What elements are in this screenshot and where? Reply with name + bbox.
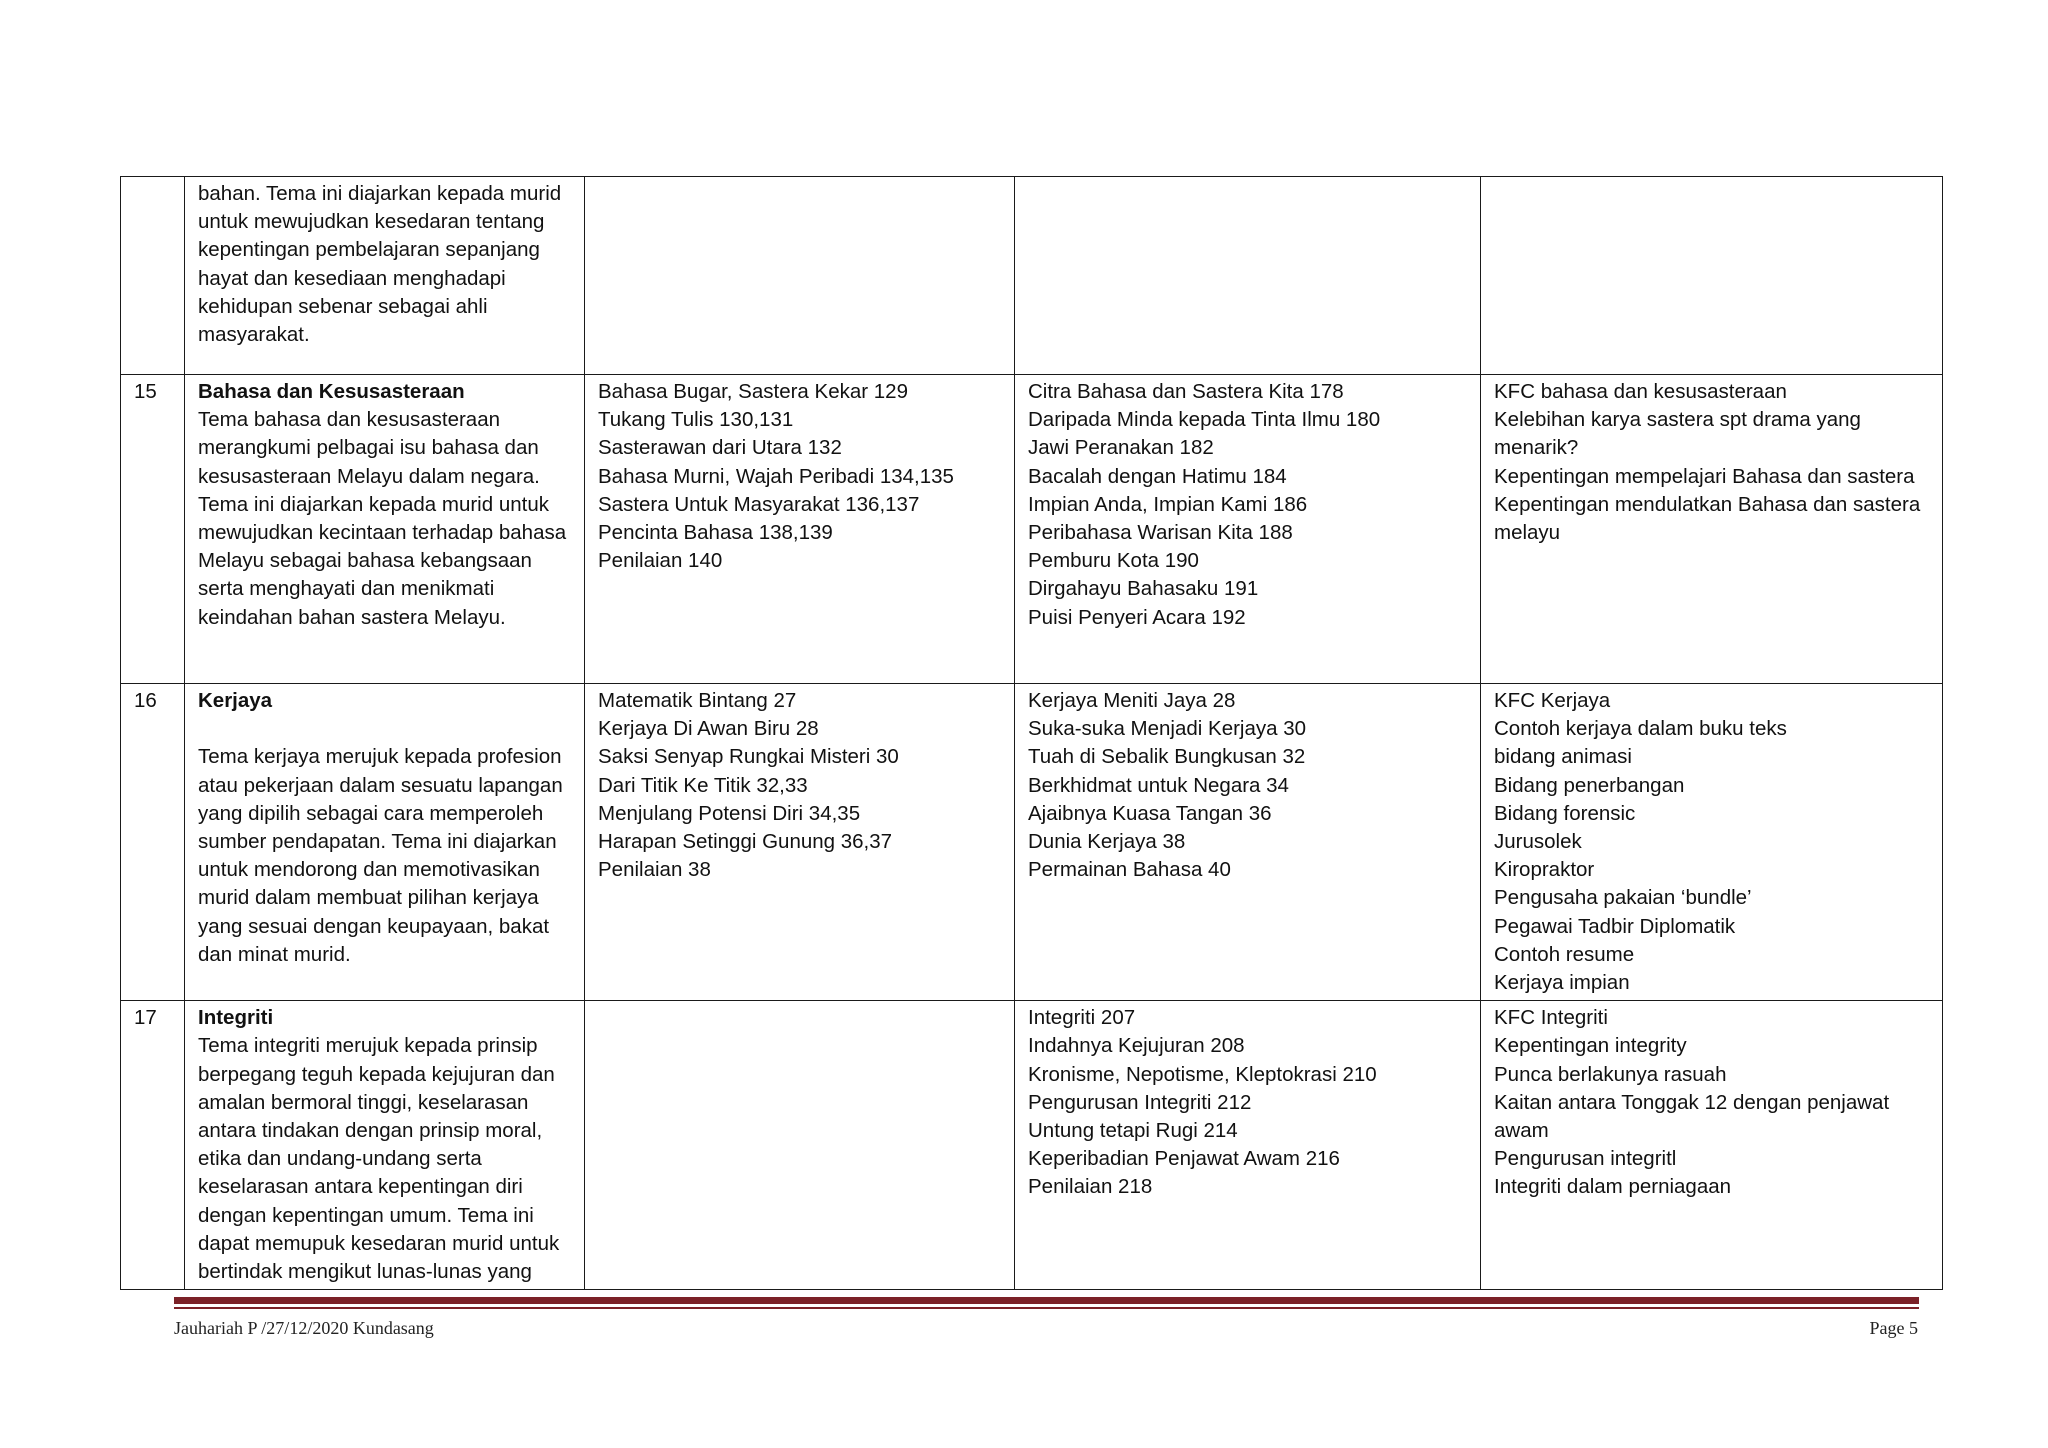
note-item: KFC Integriti <box>1494 1006 1608 1030</box>
unit-item: Penilaian 140 <box>598 549 723 573</box>
unit-item: Puisi Penyeri Acara 192 <box>1028 605 1246 629</box>
description-line: dengan kepentingan umum. Tema ini <box>198 1203 534 1227</box>
unit-item: Dari Titik Ke Titik 32,33 <box>598 773 808 797</box>
number-cell: 15 <box>121 375 185 684</box>
unit-item: Pencinta Bahasa 138,139 <box>598 521 833 545</box>
theme-title: Kerjaya <box>198 689 273 712</box>
unit-item: Jawi Peranakan 182 <box>1028 436 1214 460</box>
number-cell: 16 <box>121 684 185 1001</box>
note-item: Pegawai Tadbir Diplomatik <box>1494 914 1736 938</box>
description-line: merangkumi pelbagai isu bahasa dan <box>198 436 539 460</box>
description-line: hayat dan kesediaan menghadapi <box>198 266 506 290</box>
note-item: Punca berlakunya rasuah <box>1494 1062 1727 1086</box>
note-item: Integriti dalam perniagaan <box>1494 1175 1732 1199</box>
description-line: murid dalam membuat pilihan kerjaya <box>198 886 539 910</box>
unit-item: Daripada Minda kepada Tinta Ilmu 180 <box>1028 408 1381 432</box>
description-line: kepentingan pembelajaran sepanjang <box>198 238 540 262</box>
note-item: Kelebihan karya sastera spt drama yang <box>1494 408 1861 432</box>
description-line: antara tindakan dengan prinsip moral, <box>198 1119 543 1143</box>
unit-item: Bahasa Murni, Wajah Peribadi 134,135 <box>598 464 954 488</box>
unit-item: Saksi Senyap Rungkai Misteri 30 <box>598 745 899 769</box>
table-row-17 <box>121 1001 1943 1290</box>
description-line: Tema integriti merujuk kepada prinsip <box>198 1034 538 1058</box>
description-line: yang sesuai dengan keupayaan, bakat <box>198 914 550 938</box>
unit-item: Berkhidmat untuk Negara 34 <box>1028 773 1289 797</box>
unit-item: Menjulang Potensi Diri 34,35 <box>598 801 861 825</box>
textbook-unit-cell <box>1015 684 1481 1001</box>
unit-item: Citra Bahasa dan Sastera Kita 178 <box>1028 380 1344 403</box>
textbook-unit-cell <box>1015 375 1481 684</box>
footer-rule <box>174 1297 1919 1310</box>
description-line: berpegang teguh kepada kejujuran dan <box>198 1062 555 1086</box>
unit-item: Integriti 207 <box>1028 1006 1136 1030</box>
theme-description-cell <box>185 177 585 375</box>
syllabus-table <box>120 176 1943 1290</box>
note-item: KFC Kerjaya <box>1494 689 1611 712</box>
unit-item: Tukang Tulis 130,131 <box>598 408 794 432</box>
unit-item: Sastera Untuk Masyarakat 136,137 <box>598 492 920 516</box>
description-line: keselarasan antara kepentingan diri <box>198 1175 523 1199</box>
table-row-continuation <box>121 177 1943 375</box>
unit-item: Permainan Bahasa 40 <box>1028 858 1231 882</box>
notes-cell <box>1481 684 1943 1001</box>
unit-item: Bacalah dengan Hatimu 184 <box>1028 464 1287 488</box>
note-item: Contoh resume <box>1494 942 1635 966</box>
theme-title: Integriti <box>198 1006 274 1030</box>
textbook-unit-cell <box>585 375 1015 684</box>
footer-rule-thick <box>174 1297 1919 1304</box>
unit-item: Untung tetapi Rugi 214 <box>1028 1119 1238 1143</box>
table-row-16 <box>121 684 1943 1001</box>
page-number: Page 5 <box>1869 1318 1918 1338</box>
description-line: dapat memupuk kesedaran murid untuk <box>198 1231 560 1255</box>
table-row-15 <box>121 375 1943 684</box>
textbook-unit-cell <box>585 684 1015 1001</box>
note-item: awam <box>1494 1119 1549 1143</box>
unit-item: Tuah di Sebalik Bungkusan 32 <box>1028 745 1306 769</box>
description-line: untuk mewujudkan kesedaran tentang <box>198 210 545 234</box>
textbook-unit-cell <box>1015 177 1481 375</box>
theme-description-cell <box>185 684 585 1001</box>
unit-item: Pemburu Kota 190 <box>1028 549 1199 573</box>
theme-title: Bahasa dan Kesusasteraan <box>198 380 465 403</box>
unit-item: Impian Anda, Impian Kami 186 <box>1028 492 1308 516</box>
unit-item: Dunia Kerjaya 38 <box>1028 830 1186 854</box>
notes-cell <box>1481 177 1943 375</box>
note-item: Kiropraktor <box>1494 858 1595 882</box>
note-item: Bidang forensic <box>1494 801 1636 825</box>
unit-item: Penilaian 38 <box>598 858 711 882</box>
unit-item: Suka-suka Menjadi Kerjaya 30 <box>1028 717 1307 741</box>
footer-author-date: Jauhariah P /27/12/2020 Kundasang <box>174 1318 434 1338</box>
note-item: Contoh kerjaya dalam buku teks <box>1494 717 1787 741</box>
textbook-unit-cell <box>1015 1001 1481 1290</box>
description-line: atau pekerjaan dalam sesuatu lapangan <box>198 773 563 797</box>
notes-cell <box>1481 375 1943 684</box>
textbook-unit-cell <box>585 177 1015 375</box>
description-line: Tema ini diajarkan kepada murid untuk <box>198 492 549 516</box>
unit-item: Keperibadian Penjawat Awam 216 <box>1028 1147 1340 1171</box>
unit-item: Sasterawan dari Utara 132 <box>598 436 842 460</box>
description-line: serta menghayati dan menikmati <box>198 577 495 601</box>
unit-item: Harapan Setinggi Gunung 36,37 <box>598 830 893 854</box>
note-item: Kaitan antara Tonggak 12 dengan penjawat <box>1494 1090 1890 1114</box>
description-line: amalan bermoral tinggi, keselarasan <box>198 1090 529 1114</box>
description-line: dan minat murid. <box>198 942 351 966</box>
unit-item: Dirgahayu Bahasaku 191 <box>1028 577 1259 601</box>
note-item: Kerjaya impian <box>1494 971 1630 995</box>
unit-item: Ajaibnya Kuasa Tangan 36 <box>1028 801 1272 825</box>
unit-item: Pengurusan Integriti 212 <box>1028 1090 1252 1114</box>
description-line: kesusasteraan Melayu dalam negara. <box>198 464 540 488</box>
theme-description-cell <box>185 375 585 684</box>
unit-item: Bahasa Bugar, Sastera Kekar 129 <box>598 380 908 403</box>
number-cell: 17 <box>121 1001 185 1290</box>
description-line: sumber pendapatan. Tema ini diajarkan <box>198 830 557 853</box>
unit-item: Matematik Bintang 27 <box>598 689 797 712</box>
note-item: menarik? <box>1494 436 1579 460</box>
notes-cell <box>1481 1001 1943 1290</box>
note-item: Kepentingan mendulatkan Bahasa dan sastera <box>1494 492 1921 516</box>
note-item: Pengurusan integritl <box>1494 1147 1677 1171</box>
unit-item: Penilaian 218 <box>1028 1175 1153 1199</box>
note-item: melayu <box>1494 521 1561 545</box>
unit-item: Indahnya Kejujuran 208 <box>1028 1034 1245 1058</box>
blank-line <box>198 715 572 743</box>
description-line: keindahan bahan sastera Melayu. <box>198 605 506 629</box>
description-line: etika dan undang-undang serta <box>198 1147 482 1171</box>
note-item: KFC bahasa dan kesusasteraan <box>1494 380 1787 403</box>
note-item: Pengusaha pakaian ‘bundle’ <box>1494 886 1752 910</box>
description-line: mewujudkan kecintaan terhadap bahasa <box>198 521 567 545</box>
unit-item: Kerjaya Di Awan Biru 28 <box>598 717 819 741</box>
description-line: Tema bahasa dan kesusasteraan <box>198 408 501 432</box>
description-line: Tema kerjaya merujuk kepada profesion <box>198 745 562 769</box>
footer-rule-thin <box>174 1307 1919 1309</box>
unit-item: Peribahasa Warisan Kita 188 <box>1028 521 1293 545</box>
unit-item: Kerjaya Meniti Jaya 28 <box>1028 689 1236 712</box>
number-cell <box>121 177 185 375</box>
description-line: masyarakat. <box>198 323 310 347</box>
theme-description-cell <box>185 1001 585 1290</box>
note-item: Jurusolek <box>1494 830 1582 854</box>
textbook-unit-cell <box>585 1001 1015 1290</box>
note-item: bidang animasi <box>1494 745 1632 769</box>
note-item: Kepentingan integrity <box>1494 1034 1687 1058</box>
description-line: kehidupan sebenar sebagai ahli <box>198 294 488 318</box>
description-line: Melayu sebagai bahasa kebangsaan <box>198 549 532 573</box>
description-line: yang dipilih sebagai cara memperoleh <box>198 801 544 825</box>
note-item: Kepentingan mempelajari Bahasa dan sastera <box>1494 464 1915 488</box>
unit-item: Kronisme, Nepotisme, Kleptokrasi 210 <box>1028 1062 1377 1086</box>
description-line: untuk mendorong dan memotivasikan <box>198 858 540 882</box>
note-item: Bidang penerbangan <box>1494 773 1685 797</box>
description-line: bahan. Tema ini diajarkan kepada murid <box>198 182 562 205</box>
description-line: bertindak mengikut lunas-lunas yang <box>198 1260 532 1284</box>
